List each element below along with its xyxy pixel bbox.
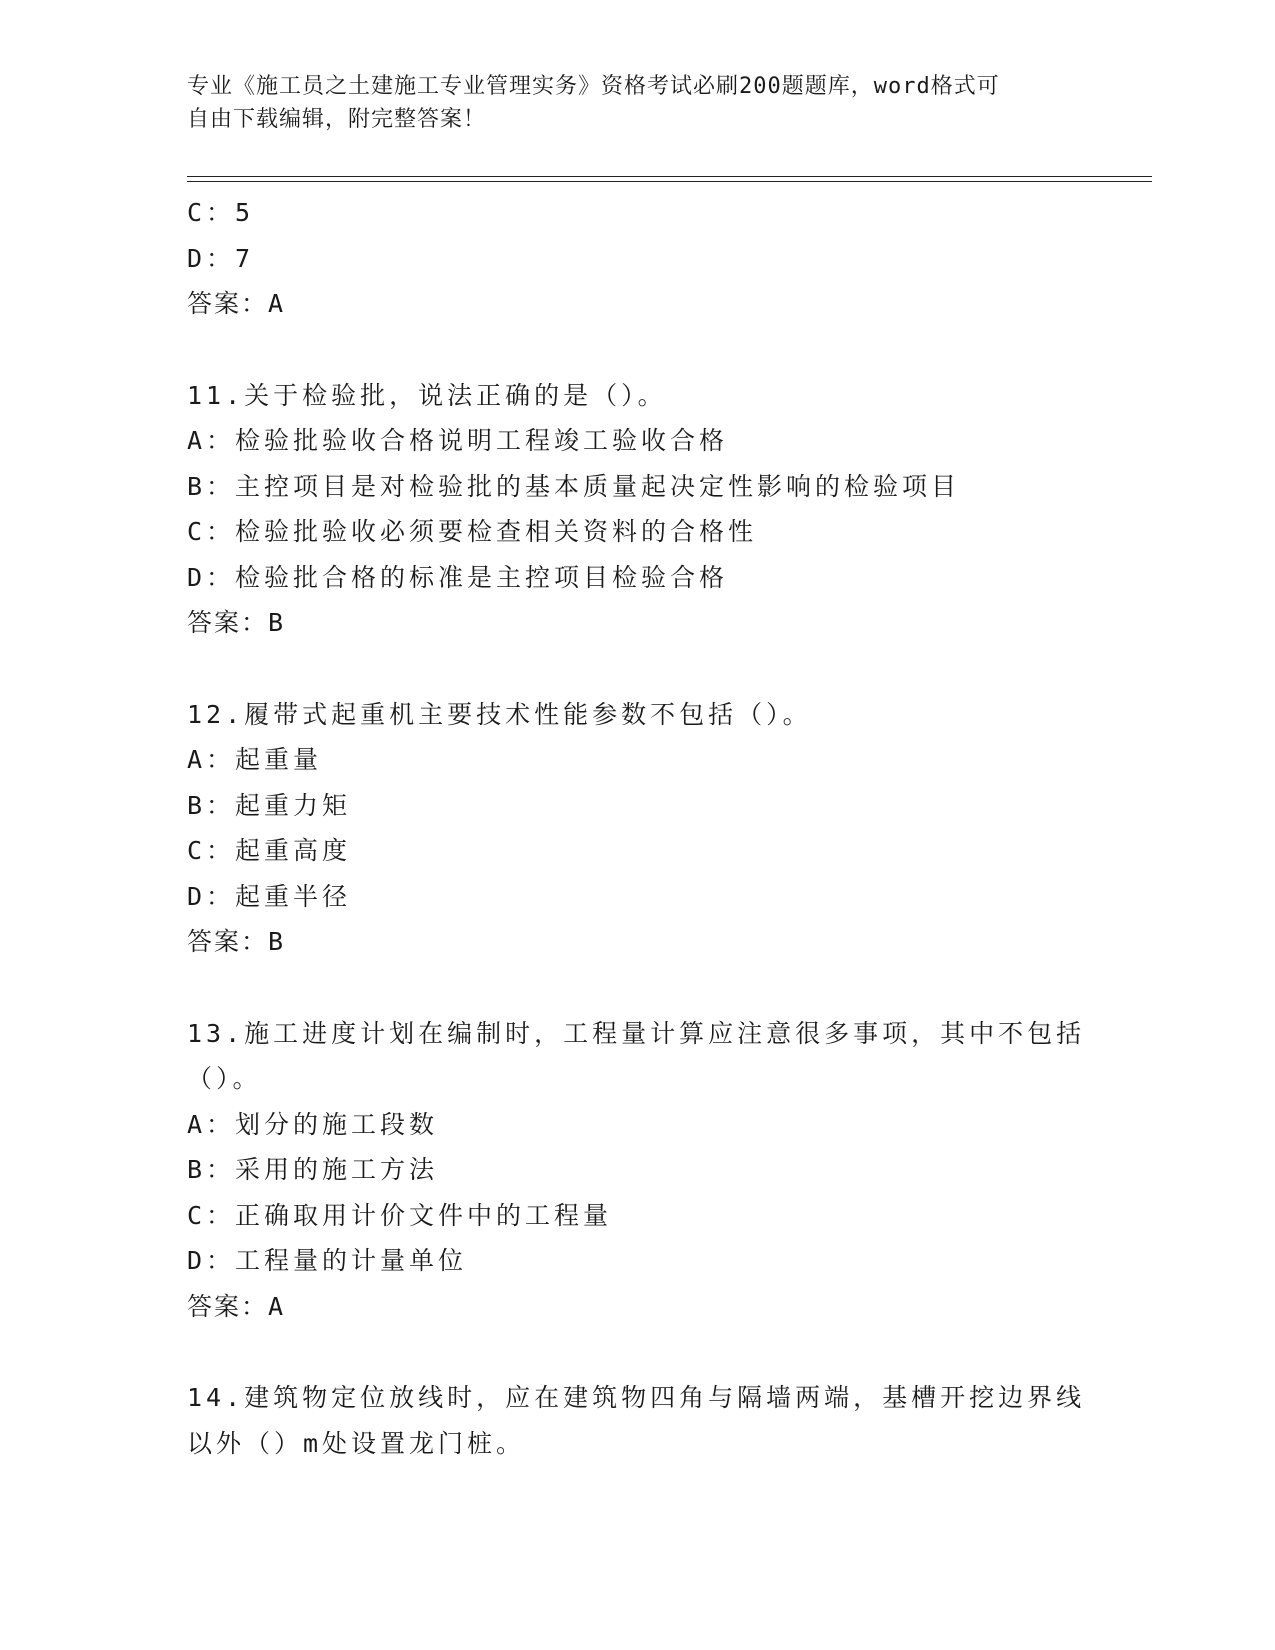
option-c: C：5 — [187, 198, 255, 227]
question-14 — [187, 1375, 1087, 1466]
question-text: 12.履带式起重机主要技术性能参数不包括（）。 — [187, 699, 812, 729]
option-a: A：起重量 — [187, 745, 323, 774]
option-d: D：检验批合格的标准是主控项目检验合格 — [187, 562, 729, 592]
page-header — [187, 70, 1087, 136]
header-line-2: 自由下载编辑，附完整答案！ — [187, 107, 487, 132]
option-d: D：起重半径 — [187, 881, 352, 911]
previous-question-tail — [187, 190, 1087, 327]
option-b: B：采用的施工方法 — [187, 1155, 439, 1184]
option-a: A：检验批验收合格说明工程竣工验收合格 — [187, 426, 729, 455]
option-b: B：起重力矩 — [187, 790, 352, 820]
question-11 — [187, 373, 1087, 646]
option-d: D：工程量的计量单位 — [187, 1246, 468, 1275]
question-list — [187, 190, 1087, 1466]
header-divider — [187, 176, 1152, 182]
option-d: D：7 — [187, 243, 255, 273]
question-12 — [187, 692, 1087, 965]
question-text-line-2: 以外（）m处设置龙门桩。 — [187, 1428, 526, 1458]
spacer — [187, 1329, 1087, 1375]
option-b: B：主控项目是对检验批的基本质量起决定性影响的检验项目 — [187, 471, 961, 501]
spacer — [187, 327, 1087, 373]
spacer — [187, 646, 1087, 692]
option-a: A：划分的施工段数 — [187, 1109, 439, 1139]
question-text-line-1: 14.建筑物定位放线时，应在建筑物四角与隔墙两端，基槽开挖边界线 — [187, 1383, 1086, 1412]
spacer — [187, 965, 1087, 1011]
question-13 — [187, 1011, 1087, 1330]
question-text-line-2: （）。 — [187, 1064, 262, 1093]
answer: 答案：A — [187, 1291, 286, 1321]
answer: 答案：A — [187, 289, 286, 318]
answer: 答案：B — [187, 608, 286, 637]
question-text-line-1: 13.施工进度计划在编制时，工程量计算应注意很多事项，其中不包括 — [187, 1018, 1086, 1048]
option-c: C：检验批验收必须要检查相关资料的合格性 — [187, 517, 758, 546]
answer: 答案：B — [187, 927, 286, 956]
option-c: C：起重高度 — [187, 836, 352, 865]
option-c: C：正确取用计价文件中的工程量 — [187, 1200, 613, 1230]
header-line-1: 专业《施工员之土建施工专业管理实务》资格考试必刷200题题库，word格式可 — [187, 74, 1000, 99]
question-text: 11.关于检验批，说法正确的是（）。 — [187, 380, 667, 410]
